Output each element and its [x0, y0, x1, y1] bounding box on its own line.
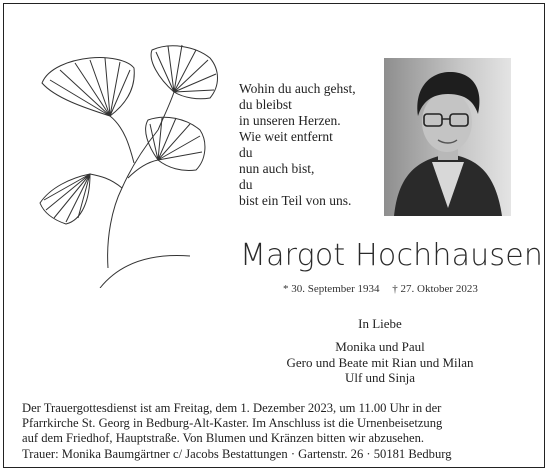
funeral-notice — [22, 401, 527, 462]
poem-line: Wie weit entfernt — [239, 129, 333, 144]
poem-line: in unseren Herzen. — [239, 113, 341, 128]
in-liebe: In Liebe — [358, 316, 402, 331]
poem-line: du bleibst — [239, 97, 292, 112]
notice-line: Pfarrkirche St. Georg in Bedburg-Alt-Kaster. Im Anschluss ist die Urnenbeisetzung — [22, 416, 443, 431]
poem-line: du — [239, 145, 253, 160]
deceased-name: Margot Hochhausen — [240, 238, 544, 273]
notice-line: Der Trauergottesdienst ist am Freitag, dem 1. Dezember 2023, um 11.00 Uhr in der — [22, 401, 442, 415]
poem-line: nun auch bist, — [239, 161, 315, 176]
death-date: † 27. Oktober 2023 — [392, 283, 478, 295]
life-dates — [283, 283, 478, 295]
family-member: Gero und Beate mit Rian und Milan — [286, 354, 474, 370]
portrait-photo — [384, 58, 511, 216]
poem-line: bist ein Teil von uns. — [239, 193, 352, 208]
notice-line: Trauer: Monika Baumgärtner c/ Jacobs Bestattungen · Gartenstr. 26 · 50181 Bedburg — [22, 446, 452, 461]
poem-line: du — [239, 177, 253, 192]
poem-line: Wohin du auch gehst, — [239, 81, 356, 96]
family-list — [270, 339, 490, 386]
birth-date: * 30. September 1934 — [283, 283, 380, 295]
family-member: Monika und Paul — [335, 339, 425, 354]
notice-line: auf dem Friedhof, Hauptstraße. Von Blumen und Kränzen bitten wir abzusehen. — [22, 431, 425, 446]
poem — [239, 81, 356, 209]
ginkgo-leaves-illustration — [30, 38, 230, 288]
family-member: Ulf und Sinja — [344, 370, 416, 385]
